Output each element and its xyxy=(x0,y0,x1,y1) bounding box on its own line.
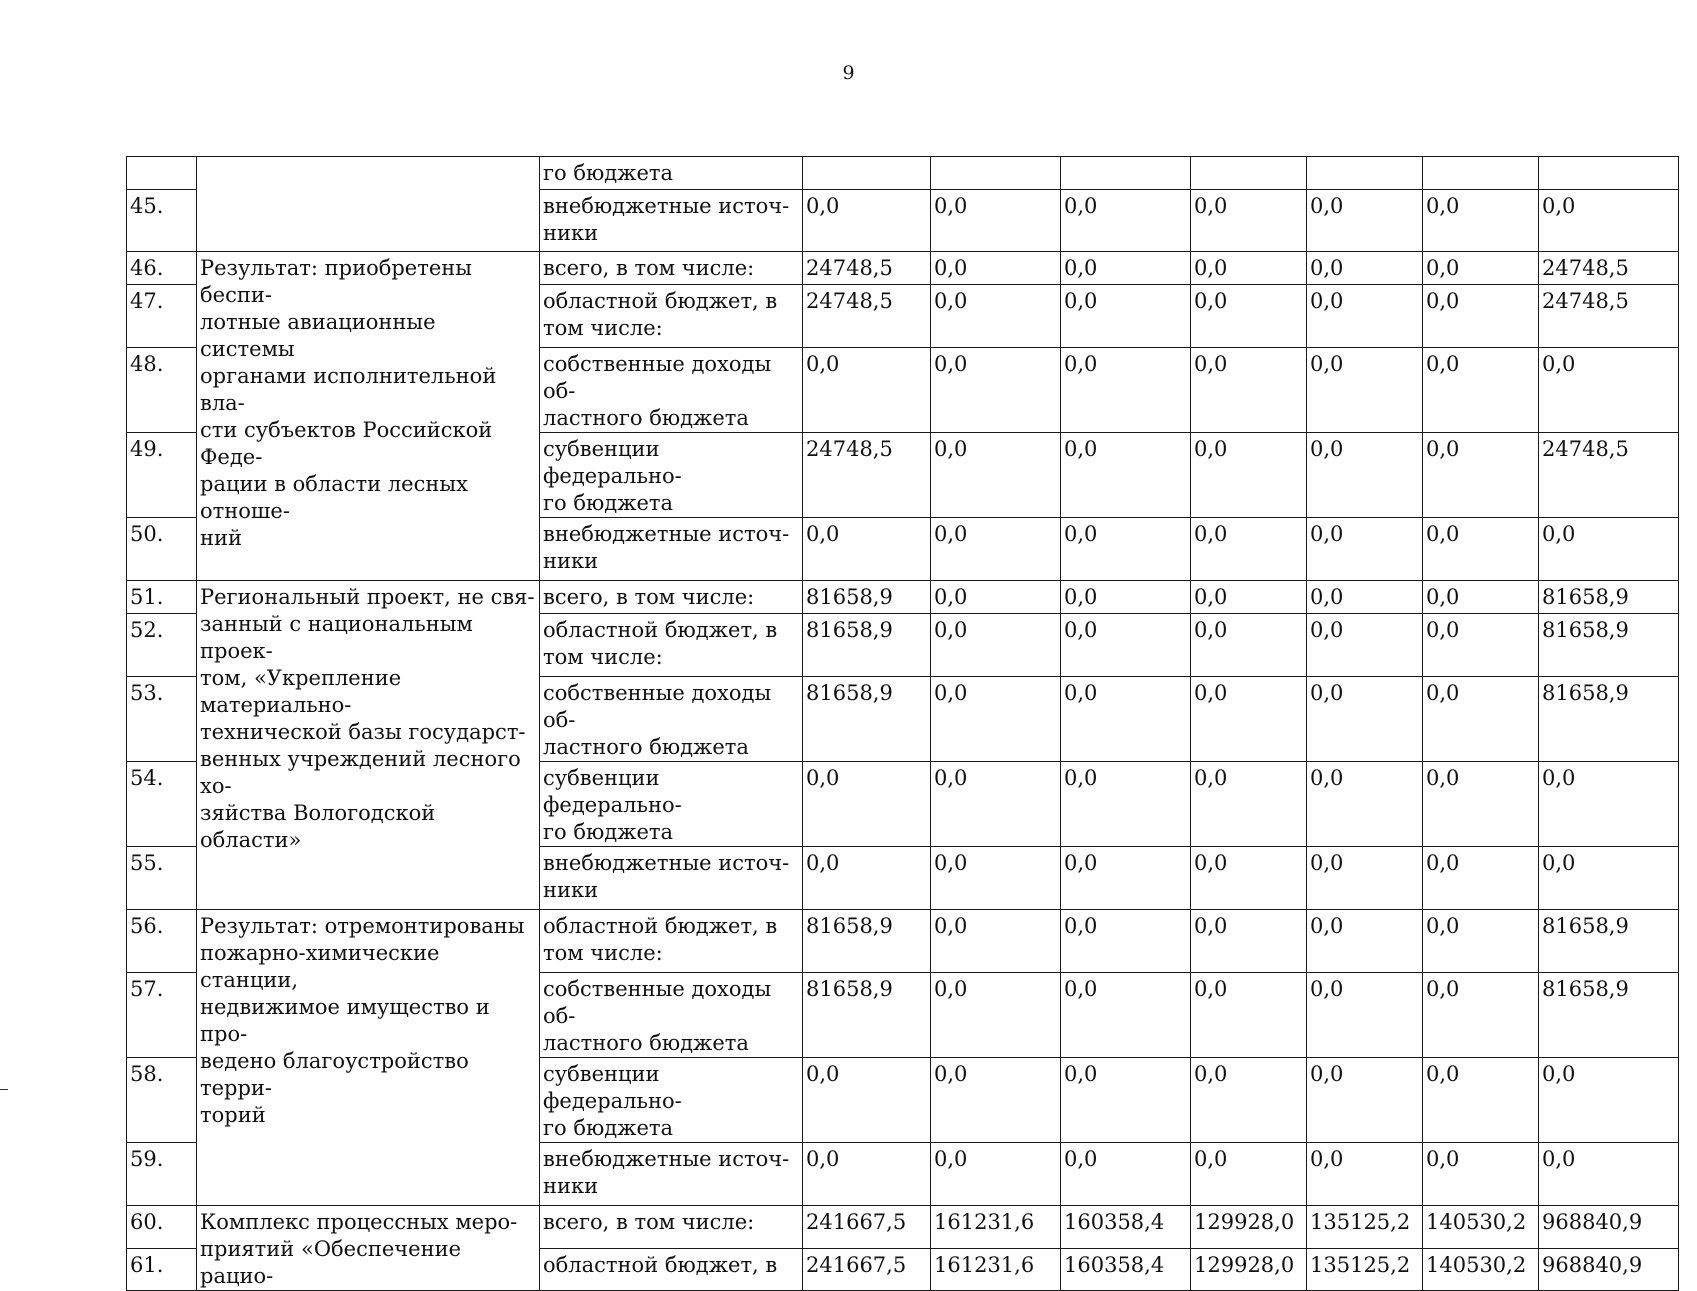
amount-cell: 0,0 xyxy=(931,348,1061,433)
funding-source-cell: субвенции федерально- го бюджета xyxy=(540,1058,803,1143)
amount-cell xyxy=(803,157,931,190)
amount-cell: 0,0 xyxy=(1061,348,1191,433)
amount-cell: 135125,2 xyxy=(1307,1206,1423,1249)
amount-cell: 0,0 xyxy=(1191,252,1307,285)
row-number-cell: 57. xyxy=(127,973,197,1058)
amount-cell: 0,0 xyxy=(803,762,931,847)
row-number-cell xyxy=(127,157,197,190)
item-description-cell: Комплекс процессных меро- приятий «Обеспечение рацио- xyxy=(197,1206,540,1291)
amount-cell: 0,0 xyxy=(1061,910,1191,973)
amount-cell: 0,0 xyxy=(1061,677,1191,762)
amount-cell: 0,0 xyxy=(1191,285,1307,348)
amount-cell: 0,0 xyxy=(1423,1058,1539,1143)
amount-cell: 0,0 xyxy=(1061,190,1191,252)
amount-cell: 0,0 xyxy=(1539,1143,1679,1206)
row-number-cell: 46. xyxy=(127,252,197,285)
amount-cell: 968840,9 xyxy=(1539,1248,1679,1291)
amount-cell: 81658,9 xyxy=(803,973,931,1058)
amount-cell: 0,0 xyxy=(1191,762,1307,847)
amount-cell xyxy=(1307,157,1423,190)
amount-cell: 0,0 xyxy=(1061,285,1191,348)
amount-cell: 81658,9 xyxy=(1539,910,1679,973)
amount-cell: 0,0 xyxy=(1061,518,1191,581)
amount-cell: 0,0 xyxy=(1307,614,1423,677)
amount-cell: 0,0 xyxy=(1307,847,1423,910)
amount-cell: 0,0 xyxy=(931,910,1061,973)
amount-cell: 0,0 xyxy=(931,973,1061,1058)
funding-source-cell: собственные доходы об- ластного бюджета xyxy=(540,973,803,1058)
amount-cell: 0,0 xyxy=(1307,433,1423,518)
page-number: 9 xyxy=(842,62,855,84)
row-number-cell: 54. xyxy=(127,762,197,847)
row-number-cell: 47. xyxy=(127,285,197,348)
amount-cell: 0,0 xyxy=(1191,910,1307,973)
row-number-cell: 61. xyxy=(127,1248,197,1291)
scan-margin-mark xyxy=(0,1089,8,1090)
amount-cell: 0,0 xyxy=(1423,614,1539,677)
row-number-cell: 55. xyxy=(127,847,197,910)
funding-source-cell: всего, в том числе: xyxy=(540,581,803,614)
amount-cell: 0,0 xyxy=(1061,252,1191,285)
amount-cell: 968840,9 xyxy=(1539,1206,1679,1249)
item-description-cell xyxy=(197,157,540,252)
funding-source-cell: собственные доходы об- ластного бюджета xyxy=(540,348,803,433)
amount-cell: 0,0 xyxy=(1307,190,1423,252)
amount-cell xyxy=(931,157,1061,190)
amount-cell: 0,0 xyxy=(1061,614,1191,677)
amount-cell: 0,0 xyxy=(931,762,1061,847)
amount-cell: 0,0 xyxy=(803,190,931,252)
amount-cell: 0,0 xyxy=(1423,1143,1539,1206)
amount-cell: 0,0 xyxy=(1539,762,1679,847)
amount-cell: 0,0 xyxy=(1307,518,1423,581)
amount-cell xyxy=(1423,157,1539,190)
amount-cell: 0,0 xyxy=(1423,910,1539,973)
amount-cell: 24748,5 xyxy=(1539,285,1679,348)
amount-cell: 0,0 xyxy=(1307,910,1423,973)
amount-cell: 0,0 xyxy=(1423,190,1539,252)
item-description-cell: Результат: отремонтированы пожарно-химические станции, недвижимое имущество и про- ведено благоустройство терри- торий xyxy=(197,910,540,1206)
amount-cell: 81658,9 xyxy=(803,581,931,614)
amount-cell: 0,0 xyxy=(1307,285,1423,348)
amount-cell: 0,0 xyxy=(803,348,931,433)
row-number-cell: 56. xyxy=(127,910,197,973)
amount-cell: 81658,9 xyxy=(803,910,931,973)
amount-cell: 0,0 xyxy=(1191,847,1307,910)
amount-cell: 0,0 xyxy=(931,677,1061,762)
amount-cell: 0,0 xyxy=(803,518,931,581)
amount-cell: 0,0 xyxy=(931,1058,1061,1143)
amount-cell: 0,0 xyxy=(1423,973,1539,1058)
item-description-cell: Региональный проект, не свя- занный с национальным проек- том, «Укрепление материально- технической базы государст- венных учреждений лесного хо- зяйства Вологодской области» xyxy=(197,581,540,910)
row-number-cell: 58. xyxy=(127,1058,197,1143)
amount-cell: 0,0 xyxy=(1191,1143,1307,1206)
funding-source-cell: областной бюджет, в том числе: xyxy=(540,614,803,677)
amount-cell: 81658,9 xyxy=(1539,614,1679,677)
row-number-cell: 50. xyxy=(127,518,197,581)
table-row xyxy=(127,1206,1679,1249)
amount-cell xyxy=(1191,157,1307,190)
amount-cell: 0,0 xyxy=(1061,581,1191,614)
amount-cell: 241667,5 xyxy=(803,1206,931,1249)
amount-cell: 140530,2 xyxy=(1423,1206,1539,1249)
amount-cell: 0,0 xyxy=(1061,1058,1191,1143)
row-number-cell: 51. xyxy=(127,581,197,614)
amount-cell: 0,0 xyxy=(1191,973,1307,1058)
amount-cell: 0,0 xyxy=(1307,677,1423,762)
amount-cell: 0,0 xyxy=(1061,433,1191,518)
amount-cell: 24748,5 xyxy=(803,285,931,348)
amount-cell: 0,0 xyxy=(1539,1058,1679,1143)
row-number-cell: 53. xyxy=(127,677,197,762)
amount-cell: 0,0 xyxy=(931,433,1061,518)
amount-cell: 160358,4 xyxy=(1061,1206,1191,1249)
amount-cell: 135125,2 xyxy=(1307,1248,1423,1291)
funding-source-cell: внебюджетные источ- ники xyxy=(540,1143,803,1206)
amount-cell: 0,0 xyxy=(803,847,931,910)
row-number-cell: 59. xyxy=(127,1143,197,1206)
amount-cell: 0,0 xyxy=(1307,1143,1423,1206)
amount-cell: 0,0 xyxy=(1191,581,1307,614)
budget-table-body xyxy=(127,157,1679,1291)
row-number-cell: 48. xyxy=(127,348,197,433)
amount-cell: 0,0 xyxy=(1307,1058,1423,1143)
amount-cell: 140530,2 xyxy=(1423,1248,1539,1291)
funding-source-cell: областной бюджет, в xyxy=(540,1248,803,1291)
funding-source-cell: внебюджетные источ- ники xyxy=(540,847,803,910)
amount-cell: 0,0 xyxy=(1307,973,1423,1058)
funding-source-cell: областной бюджет, в том числе: xyxy=(540,285,803,348)
amount-cell: 0,0 xyxy=(931,285,1061,348)
amount-cell: 0,0 xyxy=(1539,190,1679,252)
table-row xyxy=(127,252,1679,285)
budget-table xyxy=(126,156,1679,1291)
funding-source-cell: всего, в том числе: xyxy=(540,1206,803,1249)
funding-source-cell: го бюджета xyxy=(540,157,803,190)
amount-cell: 0,0 xyxy=(1539,518,1679,581)
amount-cell: 0,0 xyxy=(1423,252,1539,285)
amount-cell: 0,0 xyxy=(1307,762,1423,847)
amount-cell: 24748,5 xyxy=(1539,252,1679,285)
amount-cell: 0,0 xyxy=(931,581,1061,614)
funding-source-cell: областной бюджет, в том числе: xyxy=(540,910,803,973)
amount-cell: 0,0 xyxy=(1539,348,1679,433)
amount-cell: 0,0 xyxy=(1191,190,1307,252)
amount-cell: 0,0 xyxy=(1423,285,1539,348)
amount-cell: 0,0 xyxy=(1307,348,1423,433)
amount-cell: 0,0 xyxy=(1423,433,1539,518)
amount-cell: 81658,9 xyxy=(1539,581,1679,614)
table-row xyxy=(127,581,1679,614)
amount-cell: 0,0 xyxy=(1423,847,1539,910)
funding-source-cell: всего, в том числе: xyxy=(540,252,803,285)
row-number-cell: 60. xyxy=(127,1206,197,1249)
amount-cell: 241667,5 xyxy=(803,1248,931,1291)
amount-cell: 0,0 xyxy=(1423,348,1539,433)
item-description-cell: Результат: приобретены беспи- лотные авиационные системы органами исполнительной вла- сти субъектов Российской Феде- рации в области лесных отноше- ний xyxy=(197,252,540,581)
amount-cell: 24748,5 xyxy=(1539,433,1679,518)
amount-cell: 0,0 xyxy=(1307,581,1423,614)
amount-cell: 24748,5 xyxy=(803,433,931,518)
funding-source-cell: субвенции федерально- го бюджета xyxy=(540,762,803,847)
amount-cell: 0,0 xyxy=(1191,433,1307,518)
table-row xyxy=(127,157,1679,190)
amount-cell: 160358,4 xyxy=(1061,1248,1191,1291)
amount-cell: 0,0 xyxy=(1307,252,1423,285)
amount-cell: 0,0 xyxy=(931,1143,1061,1206)
amount-cell: 0,0 xyxy=(1191,614,1307,677)
amount-cell: 161231,6 xyxy=(931,1248,1061,1291)
amount-cell: 0,0 xyxy=(1061,762,1191,847)
amount-cell: 0,0 xyxy=(931,847,1061,910)
amount-cell: 129928,0 xyxy=(1191,1248,1307,1291)
amount-cell xyxy=(1539,157,1679,190)
amount-cell: 161231,6 xyxy=(931,1206,1061,1249)
amount-cell: 0,0 xyxy=(1191,677,1307,762)
amount-cell: 0,0 xyxy=(1061,847,1191,910)
row-number-cell: 45. xyxy=(127,190,197,252)
amount-cell xyxy=(1061,157,1191,190)
amount-cell: 0,0 xyxy=(1191,348,1307,433)
amount-cell: 0,0 xyxy=(1423,677,1539,762)
amount-cell: 0,0 xyxy=(1061,973,1191,1058)
amount-cell: 0,0 xyxy=(1191,1058,1307,1143)
amount-cell: 0,0 xyxy=(803,1058,931,1143)
amount-cell: 0,0 xyxy=(1539,847,1679,910)
amount-cell: 0,0 xyxy=(931,518,1061,581)
funding-source-cell: субвенции федерально- го бюджета xyxy=(540,433,803,518)
amount-cell: 129928,0 xyxy=(1191,1206,1307,1249)
funding-source-cell: собственные доходы об- ластного бюджета xyxy=(540,677,803,762)
table-row xyxy=(127,910,1679,973)
amount-cell: 81658,9 xyxy=(1539,973,1679,1058)
row-number-cell: 52. xyxy=(127,614,197,677)
amount-cell: 0,0 xyxy=(931,190,1061,252)
amount-cell: 0,0 xyxy=(803,1143,931,1206)
amount-cell: 0,0 xyxy=(1191,518,1307,581)
amount-cell: 24748,5 xyxy=(803,252,931,285)
amount-cell: 0,0 xyxy=(1423,581,1539,614)
amount-cell: 0,0 xyxy=(931,252,1061,285)
row-number-cell: 49. xyxy=(127,433,197,518)
funding-source-cell: внебюджетные источ- ники xyxy=(540,518,803,581)
amount-cell: 81658,9 xyxy=(803,614,931,677)
amount-cell: 0,0 xyxy=(1423,762,1539,847)
amount-cell: 81658,9 xyxy=(803,677,931,762)
funding-source-cell: внебюджетные источ- ники xyxy=(540,190,803,252)
amount-cell: 0,0 xyxy=(1061,1143,1191,1206)
amount-cell: 81658,9 xyxy=(1539,677,1679,762)
amount-cell: 0,0 xyxy=(1423,518,1539,581)
amount-cell: 0,0 xyxy=(931,614,1061,677)
